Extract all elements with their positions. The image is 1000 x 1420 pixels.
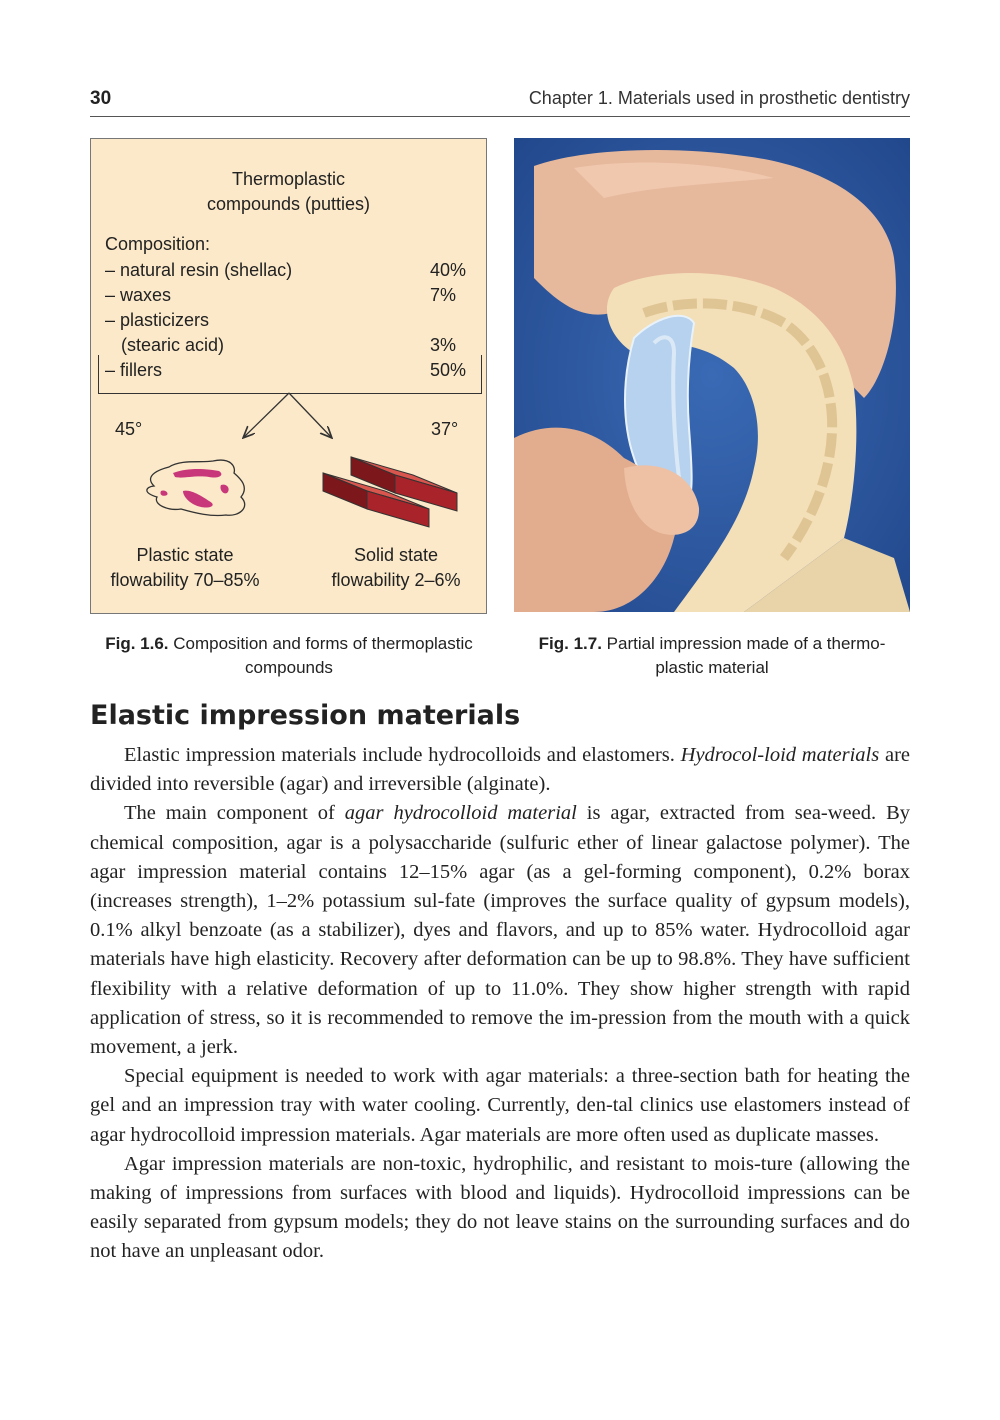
temperature-plastic: 45° xyxy=(115,419,143,439)
diagram-title-line2: compounds (putties) xyxy=(206,194,371,214)
page-header xyxy=(90,86,910,117)
figure-1-6-diagram xyxy=(90,138,487,614)
paragraph: Agar impression materials are non-toxic, hydrophilic, and resistant to mois-ture (allowing the making of impressions from surfaces with blood and liquids). Hydrocolloid impressions can be easily separated from gypsum models; they do not leave stains on the surrounding surfaces and do not have an unpleasant odor. xyxy=(90,1152,910,1263)
paragraph xyxy=(90,799,910,1062)
plastic-state-label xyxy=(99,543,271,593)
composition-row-label: – fillers xyxy=(105,360,163,380)
figure-1-6-caption xyxy=(90,632,488,680)
composition-row xyxy=(105,310,475,335)
arrow-to-plastic xyxy=(244,393,289,437)
composition-row-label: – waxes xyxy=(105,285,172,305)
solid-state-bars xyxy=(323,457,457,527)
caption-text: Composition and forms of thermoplastic xyxy=(168,634,473,653)
plastic-state-line2: flowability 70–85% xyxy=(110,570,260,590)
paragraph-text: are divided into reversible (agar) and irreversible (alginate). xyxy=(90,744,911,796)
composition-row-value: 7% xyxy=(430,285,457,305)
paragraph-text: The main component of xyxy=(124,802,345,825)
arrow-to-solid xyxy=(289,393,331,437)
running-head: Chapter 1. Materials used in prosthetic dentistry xyxy=(528,88,910,108)
caption-text-line2: compounds xyxy=(245,658,333,677)
composition-row xyxy=(105,285,475,310)
composition-row-label: (stearic acid) xyxy=(121,335,225,355)
solid-state-line2: flowability 2–6% xyxy=(331,570,461,590)
solid-state-line1: Solid state xyxy=(353,545,439,565)
paragraph-emphasis: agar hydrocolloid material xyxy=(344,802,577,825)
diagram-title xyxy=(91,167,486,217)
composition-row-value: 3% xyxy=(430,335,457,355)
paragraph-emphasis: Hydrocol-loid materials xyxy=(680,744,880,766)
branch-diagram xyxy=(91,389,486,529)
caption-label: Fig. 1.7. xyxy=(538,634,602,653)
figure-1-7-caption xyxy=(514,632,910,680)
caption-text-line2: plastic material xyxy=(655,658,769,677)
temperature-solid: 37° xyxy=(431,419,459,439)
paragraph: Special equipment is needed to work with agar materials: a three-section bath for heating the gel and an impression tray with water cooling. Currently, den-tal clinics use elastomers instead of agar hydrocolloid impression materials. Agar materials are more often used as duplicate masses. xyxy=(90,1065,910,1146)
impression-photo-illustration xyxy=(514,138,910,612)
plastic-state-line1: Plastic state xyxy=(136,545,234,565)
section-heading: Elastic impression materials xyxy=(90,700,521,731)
paragraph xyxy=(90,741,910,799)
figure-1-7-photo xyxy=(514,138,910,612)
solid-state-label xyxy=(313,543,479,593)
paragraph-text: is agar, extracted from sea-weed. By chemical composition, agar is a polysaccharide (sulfuric ether of linear galactose polymer). The agar impression material contains 12–15% agar (as a gel-forming component), 0.2% borax (increases strength), 1–2% potassium sul-fate (improves the surface quality of gypsum models), 0.1% alkyl benzoate (as a stabilizer), dyes and flavors, and up to 85% water. Hydrocolloid agar materials have high elasticity. Recovery after deformation can be up to 98.8%. They have sufficient flexibility with a relative deformation of up to 11.0%. They show higher strength with rapid application of stress, so it is recommended to remove the im-pression from the mouth with a quick movement, a jerk. xyxy=(90,802,910,1059)
composition-row-value: 40% xyxy=(430,260,467,280)
composition-row-label: – natural resin (shellac) xyxy=(105,260,293,280)
composition-row xyxy=(105,260,475,285)
composition-row-value: 50% xyxy=(430,360,467,380)
page-number: 30 xyxy=(90,88,112,109)
body-text xyxy=(90,741,910,1267)
composition-row-label: – plasticizers xyxy=(105,310,210,330)
paragraph-text: Elastic impression materials include hydrocolloids and elastomers. xyxy=(124,744,681,766)
composition-label: Composition: xyxy=(105,234,211,254)
caption-label: Fig. 1.6. xyxy=(105,634,169,653)
plastic-state-blob xyxy=(147,460,245,515)
caption-text: Partial impression made of a thermo- xyxy=(601,634,886,653)
diagram-title-line1: Thermoplastic xyxy=(231,169,346,189)
